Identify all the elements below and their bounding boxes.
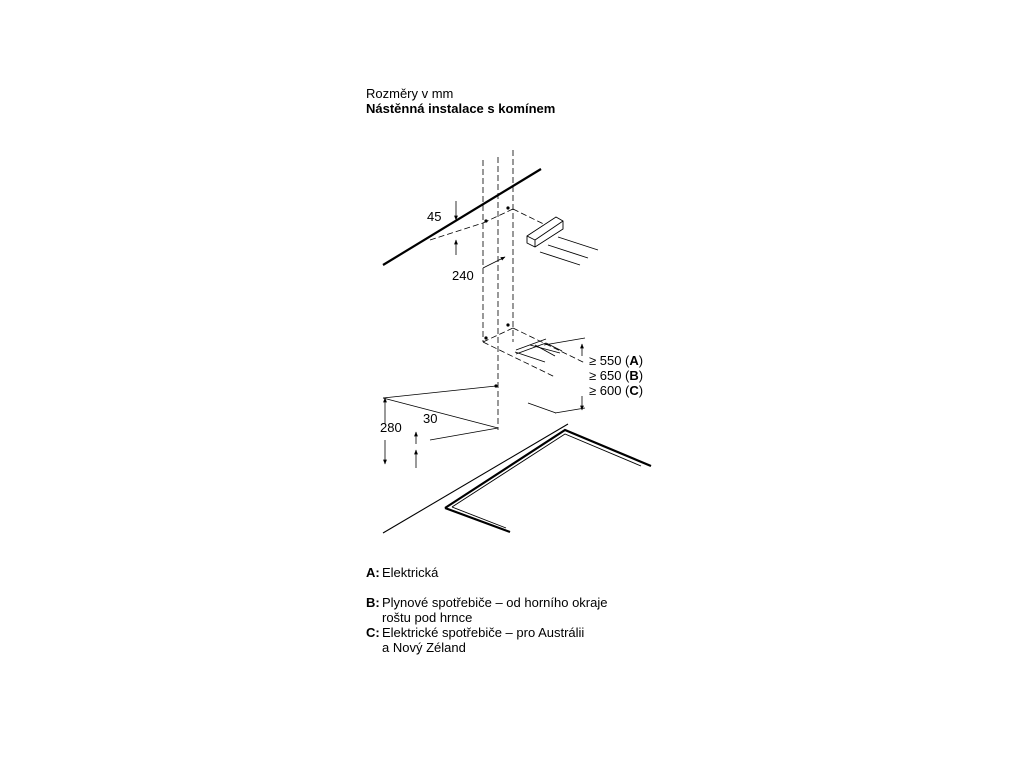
legend-text: Elektrické spotřebiče – pro Austrálii bbox=[382, 625, 585, 640]
cooktop bbox=[383, 424, 651, 533]
legend-item-a bbox=[366, 565, 607, 580]
legend-key: C: bbox=[366, 625, 380, 640]
legend-text: Plynové spotřebiče – od horního okraje bbox=[382, 595, 608, 610]
ceiling-line bbox=[383, 169, 541, 265]
clearance-a: ≥ 550 (A) bbox=[589, 353, 644, 368]
units-note: Rozměry v mm bbox=[366, 86, 454, 101]
diagram-title: Nástěnná instalace s komínem bbox=[366, 101, 556, 116]
upper-bracket bbox=[527, 217, 598, 265]
dim-45: 45 bbox=[427, 209, 442, 224]
legend-key: B: bbox=[366, 595, 380, 610]
clearance-labels bbox=[589, 353, 643, 398]
legend-item-b bbox=[366, 595, 607, 625]
legend-text: roštu pod hrnce bbox=[382, 610, 473, 625]
chimney-outline bbox=[430, 150, 585, 430]
legend-item-c bbox=[366, 625, 607, 655]
mounting-holes bbox=[484, 206, 509, 387]
legend bbox=[366, 565, 607, 655]
lower-bracket bbox=[515, 339, 562, 413]
legend-text: Elektrická bbox=[382, 565, 439, 580]
dim-30: 30 bbox=[423, 411, 438, 426]
clearance-b: ≥ 650 (B) bbox=[589, 368, 644, 383]
dimension-lines bbox=[383, 201, 585, 468]
dim-240: 240 bbox=[452, 268, 474, 283]
legend-key: A: bbox=[366, 565, 380, 580]
dim-280: 280 bbox=[380, 420, 402, 435]
clearance-c: ≥ 600 (C) bbox=[589, 383, 644, 398]
legend-text: a Nový Zéland bbox=[382, 640, 466, 655]
